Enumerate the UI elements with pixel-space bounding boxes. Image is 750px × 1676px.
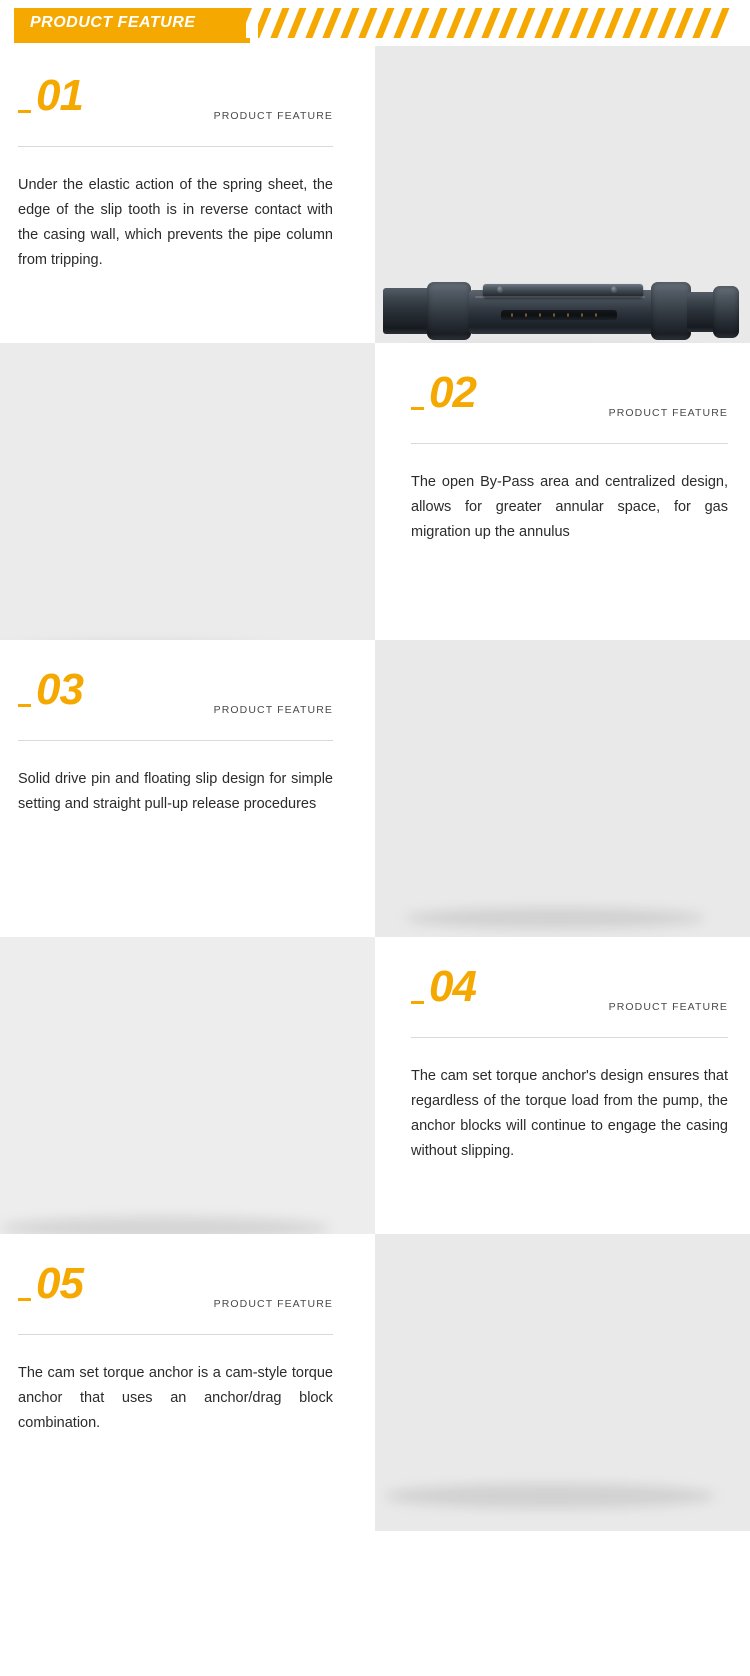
header-stripe	[549, 8, 572, 38]
header-stripe	[320, 8, 343, 38]
feature-text-01	[0, 46, 375, 343]
feature-image-05	[375, 1234, 750, 1531]
divider-01	[18, 146, 333, 147]
header-stripe	[602, 8, 625, 38]
header-stripe	[356, 8, 379, 38]
feature-number-row-02	[411, 369, 728, 439]
feature-row-4	[0, 937, 750, 1234]
feature-label-03: PRODUCT FEATURE	[213, 704, 333, 716]
divider-04	[411, 1037, 728, 1038]
feature-row-5	[0, 1234, 750, 1531]
header-stripe	[708, 8, 731, 38]
header-stripe	[532, 8, 555, 38]
feature-number-04: 04	[429, 962, 476, 1011]
feature-image-01	[375, 46, 750, 343]
feature-text-04	[375, 937, 750, 1234]
feature-description-02: The open By-Pass area and centralized design, allows for greater annular space, for gas migration up the annulus	[411, 474, 728, 540]
feature-label-02: PRODUCT FEATURE	[608, 407, 728, 419]
feature-description-04: The cam set torque anchor's design ensures that regardless of the torque load from the pump, the anchor blocks will continue to engage the casing without slipping.	[411, 1068, 728, 1159]
header-stripe	[338, 8, 361, 38]
feature-number-03: 03	[36, 665, 83, 714]
header-stripe	[496, 8, 519, 38]
header-stripe	[479, 8, 502, 38]
header-stripes	[258, 8, 736, 38]
feature-image-02	[0, 343, 375, 640]
header-stripe	[672, 8, 695, 38]
number-dash-icon	[18, 704, 31, 707]
header-stripe	[637, 8, 660, 38]
feature-number-02: 02	[429, 368, 476, 417]
feature-image-03	[375, 640, 750, 937]
header-underline	[14, 38, 250, 43]
header-stripe	[426, 8, 449, 38]
number-dash-icon	[18, 110, 31, 113]
page-header-banner	[0, 0, 750, 46]
feature-description-01: Under the elastic action of the spring sheet, the edge of the slip tooth is in reverse contact with the casing wall, which prevents the pipe column from tripping.	[18, 177, 333, 268]
feature-number-01: 01	[36, 71, 83, 120]
product-photo-body-detail	[375, 1234, 750, 1531]
header-stripe	[391, 8, 414, 38]
header-stripe	[584, 8, 607, 38]
header-stripe	[444, 8, 467, 38]
number-dash-icon	[411, 1001, 424, 1004]
header-stripe	[690, 8, 713, 38]
number-dash-icon	[411, 407, 424, 410]
header-stripe	[268, 8, 291, 38]
feature-row-2	[0, 343, 750, 640]
header-stripe	[567, 8, 590, 38]
feature-text-05	[0, 1234, 375, 1531]
number-dash-icon	[18, 1298, 31, 1301]
feature-description-05: The cam set torque anchor is a cam-style torque anchor that uses an anchor/drag block combination.	[18, 1365, 333, 1431]
header-stripe	[461, 8, 484, 38]
product-photo-full-body	[375, 46, 750, 343]
header-stripe	[285, 8, 308, 38]
feature-label-04: PRODUCT FEATURE	[608, 1001, 728, 1013]
feature-text-03	[0, 640, 375, 937]
feature-description-03: Solid drive pin and floating slip design for simple setting and straight pull-up release procedures	[18, 771, 333, 812]
feature-row-3	[0, 640, 750, 937]
feature-number-row-04	[411, 963, 728, 1033]
divider-03	[18, 740, 333, 741]
header-stripe	[373, 8, 396, 38]
feature-label-05: PRODUCT FEATURE	[213, 1298, 333, 1310]
product-photo-collar-closeup	[0, 343, 375, 640]
product-photo-side-view	[375, 640, 750, 937]
feature-text-02	[375, 343, 750, 640]
product-photo-anchor-block	[0, 937, 375, 1234]
divider-02	[411, 443, 728, 444]
feature-row-1	[0, 46, 750, 343]
header-stripe	[620, 8, 643, 38]
feature-number-row-01	[18, 72, 333, 142]
feature-image-04	[0, 937, 375, 1234]
feature-number-row-03	[18, 666, 333, 736]
header-stripe	[408, 8, 431, 38]
header-stripe	[303, 8, 326, 38]
header-stripe	[655, 8, 678, 38]
divider-05	[18, 1334, 333, 1335]
page-title: PRODUCT FEATURE	[30, 14, 196, 31]
header-stripe	[514, 8, 537, 38]
feature-label-01: PRODUCT FEATURE	[213, 110, 333, 122]
feature-number-row-05	[18, 1260, 333, 1330]
feature-number-05: 05	[36, 1259, 83, 1308]
